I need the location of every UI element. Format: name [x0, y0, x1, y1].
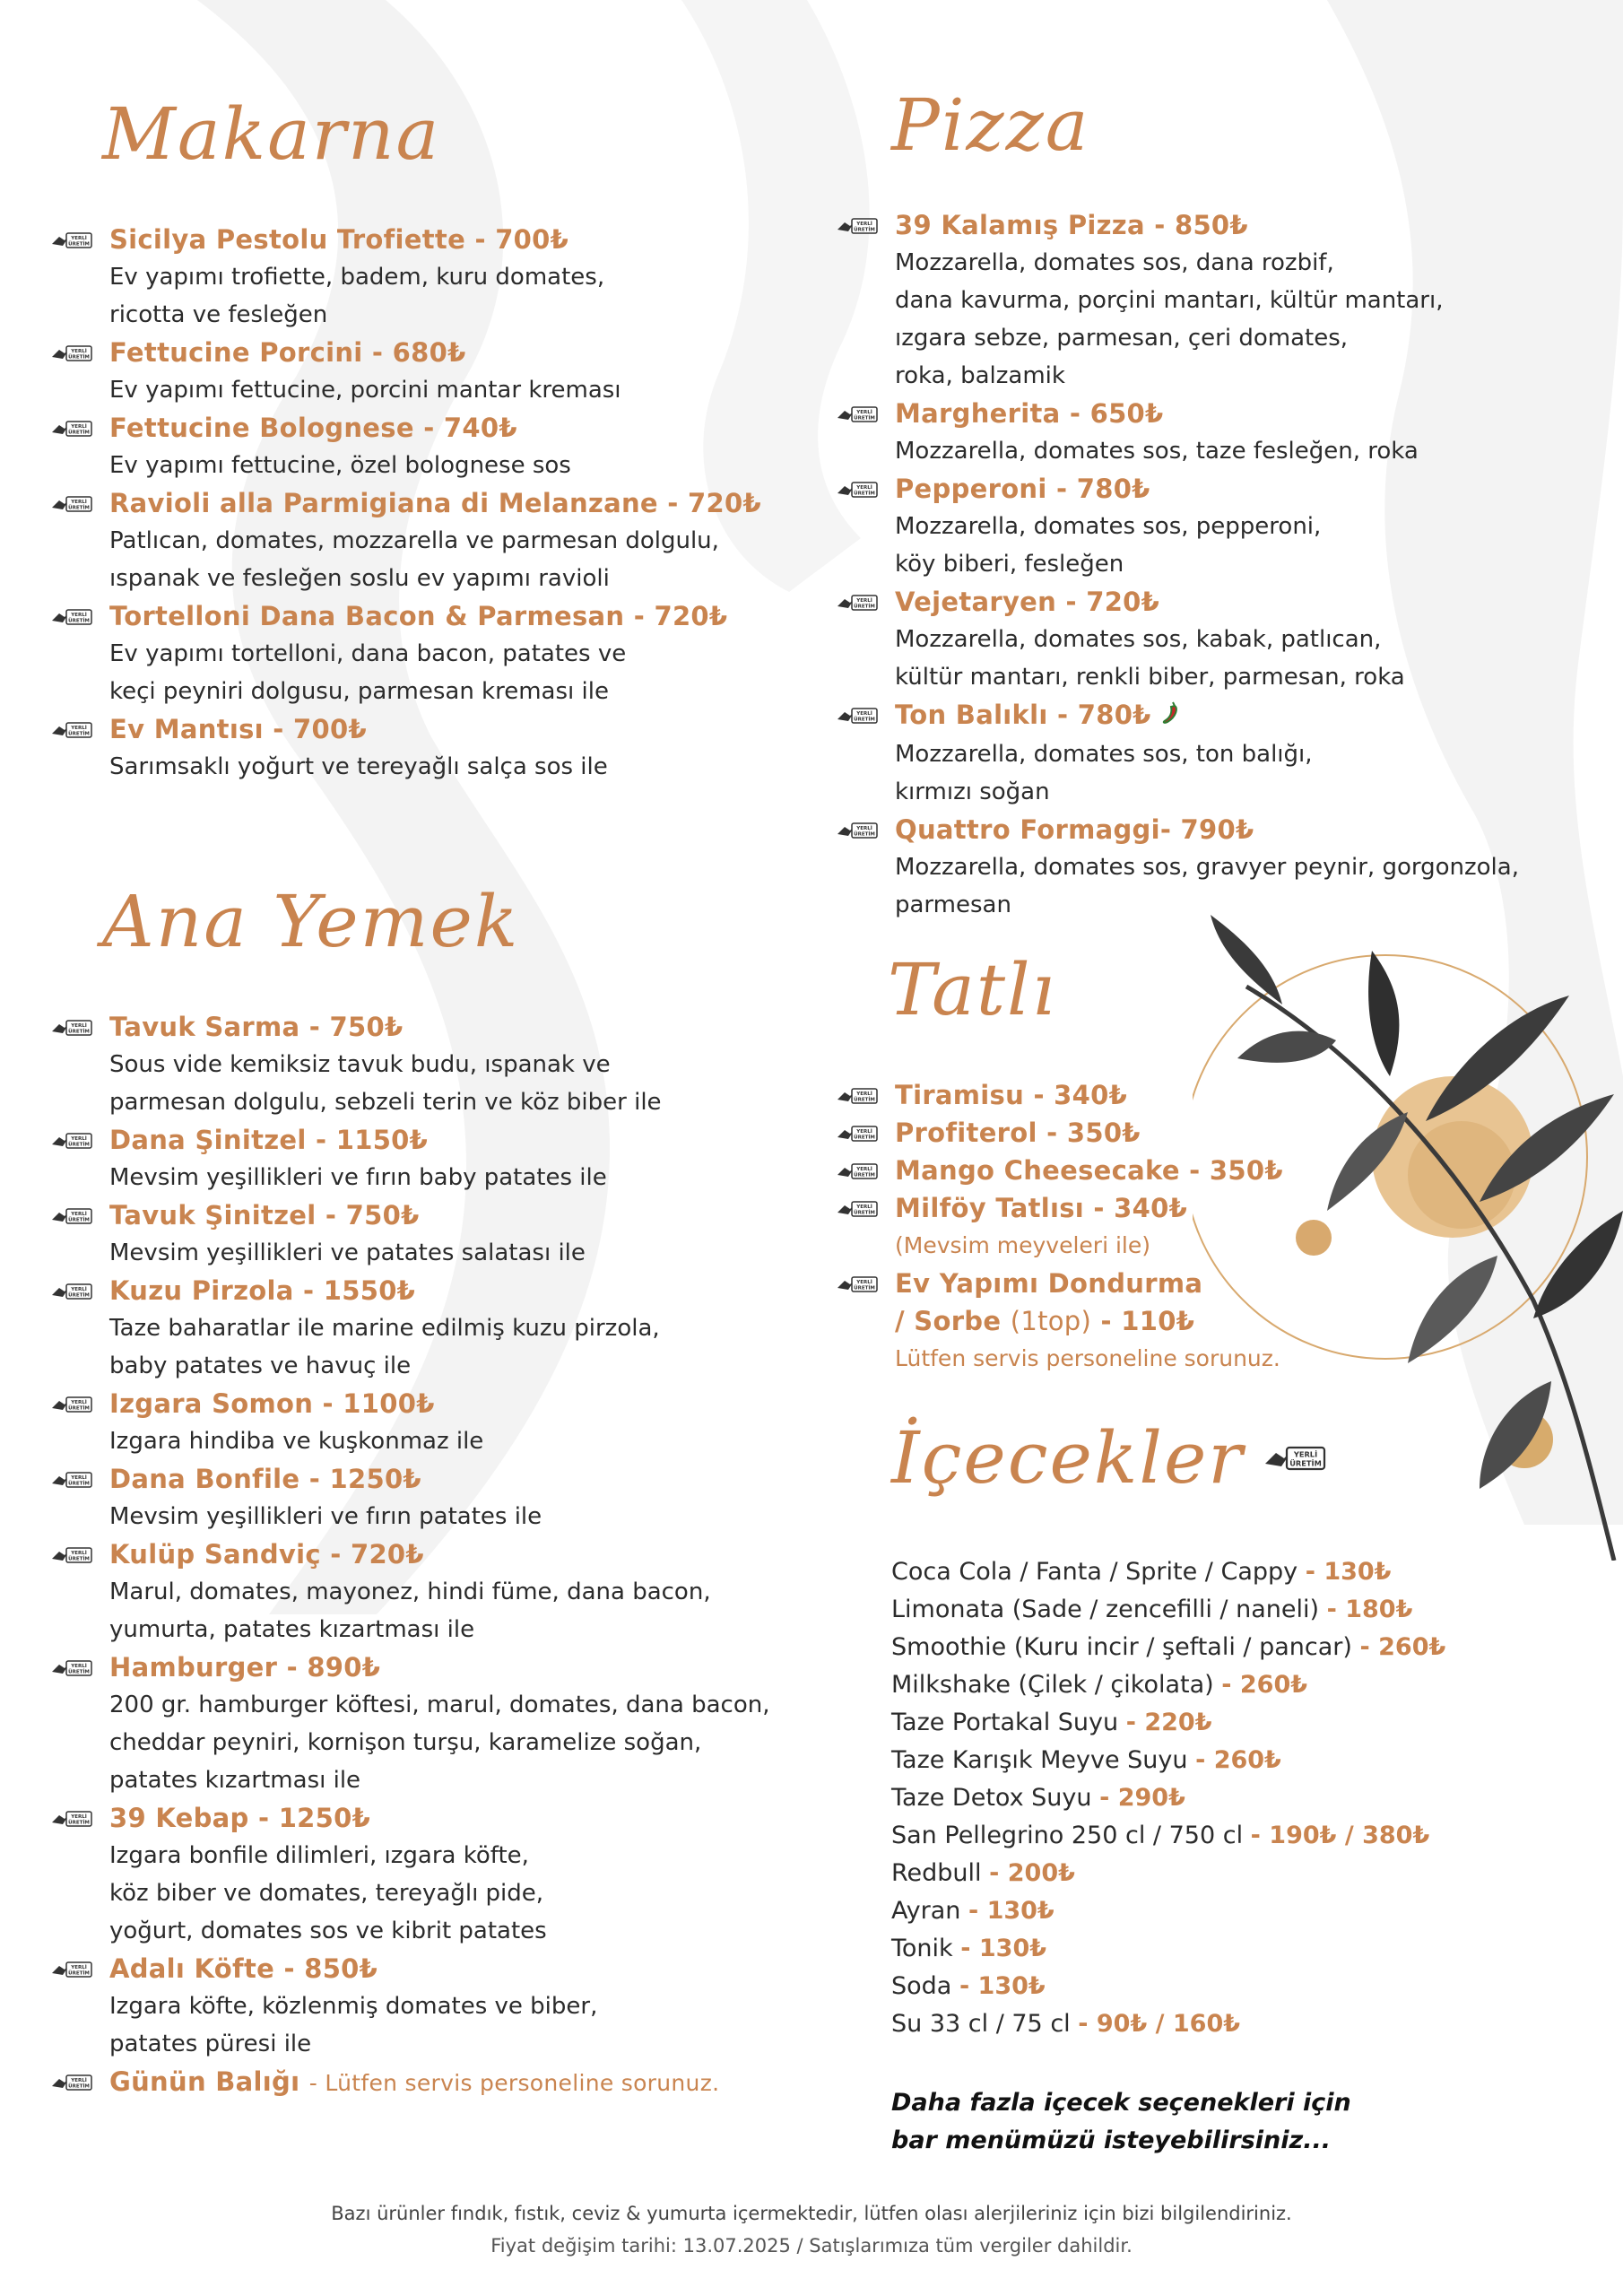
- svg-text:ÜRETİM: ÜRETİM: [854, 1172, 875, 1178]
- yerli-uretim-badge-icon: [50, 2074, 93, 2092]
- item-title: Margherita - 650₺: [895, 398, 1164, 429]
- drink-item: [891, 1666, 1571, 1704]
- svg-text:ÜRETİM: ÜRETİM: [68, 1669, 90, 1675]
- svg-text:ÜRETİM: ÜRETİM: [1289, 1458, 1322, 1468]
- drink-name: Coca Cola / Fanta / Sprite / Cappy: [891, 1558, 1298, 1586]
- menu-item: [50, 1648, 839, 1799]
- item-note: Lütfen servis personeline sorunuz.: [895, 1345, 1280, 1371]
- section-title-pizza: Pizza: [891, 83, 1090, 167]
- menu-item: [836, 206, 1571, 395]
- section-title-icecekler: İçecekler: [891, 1416, 1245, 1500]
- item-description: Izgara hindiba ve kuşkonmaz ile: [109, 1428, 484, 1455]
- item-description: Mozzarella, domates sos, pepperoni, köy biberi, fesleğen: [895, 513, 1322, 578]
- svg-text:ÜRETİM: ÜRETİM: [854, 227, 875, 233]
- makarna-list: [50, 221, 839, 786]
- drink-item: [891, 1779, 1571, 1817]
- yerli-uretim-badge-icon: [50, 495, 93, 513]
- item-title: Pepperoni - 780₺: [895, 474, 1150, 504]
- svg-text:ÜRETİM: ÜRETİM: [854, 717, 875, 723]
- item-description: Ev yapımı fettucine, porcini mantar kreması: [109, 377, 621, 404]
- menu-item-dondurma: [836, 1265, 1571, 1378]
- menu-item: [50, 1950, 839, 2063]
- item-title: Profiterol - 350₺: [895, 1118, 1141, 1148]
- svg-text:YERLİ: YERLİ: [71, 1551, 87, 1556]
- item-description: Ev yapımı trofiette, badem, kuru domates, ricotta ve fesleğen: [109, 264, 605, 328]
- icecekler-list: [836, 1553, 1571, 2043]
- yerli-uretim-badge-icon: [50, 420, 93, 438]
- svg-text:YERLİ: YERLİ: [71, 1814, 87, 1820]
- item-title: Quattro Formaggi- 790₺: [895, 814, 1254, 845]
- item-price: - 110₺: [1100, 1306, 1195, 1336]
- yerli-uretim-badge-icon: [50, 1659, 93, 1677]
- allergen-note: Bazı ürünler fındık, fıstık, ceviz & yumurta içermektedir, lütfen olası alerjileriniz için bizi bilgilendiriniz.: [331, 2203, 1292, 2224]
- tatli-list: [836, 1076, 1571, 1265]
- svg-text:YERLİ: YERLİ: [71, 1136, 87, 1142]
- drink-price: - 90₺ / 160₺: [1078, 2010, 1241, 2038]
- menu-item: [50, 1121, 839, 1196]
- item-description: Mevsim yeşillikleri ve patates salatası ile: [109, 1239, 586, 1266]
- svg-text:ÜRETİM: ÜRETİM: [854, 604, 875, 610]
- svg-text:YERLİ: YERLİ: [71, 236, 87, 241]
- svg-text:ÜRETİM: ÜRETİM: [68, 731, 90, 737]
- item-description: Ev yapımı tortelloni, dana bacon, patates ve keçi peyniri dolgusu, parmesan kreması ile: [109, 640, 627, 705]
- item-description: Ev yapımı fettucine, özel bolognese sos: [109, 452, 571, 479]
- icecekler-header: [836, 1416, 1571, 1500]
- item-note: (Mevsim meyveleri ile): [895, 1232, 1150, 1258]
- svg-text:ÜRETİM: ÜRETİM: [68, 618, 90, 624]
- drink-item: [891, 1742, 1571, 1779]
- drink-price: - 260₺: [1359, 1633, 1446, 1661]
- item-title: 39 Kalamış Pizza - 850₺: [895, 210, 1248, 240]
- item-title: Tavuk Şinitzel - 750₺: [109, 1200, 420, 1231]
- item-title: Kuzu Pirzola - 1550₺: [109, 1275, 416, 1306]
- drink-item: [891, 1930, 1571, 1968]
- item-description: Sarımsaklı yoğurt ve tereyağlı salça sos ile: [109, 753, 608, 780]
- yerli-uretim-badge-icon: [836, 1200, 879, 1218]
- item-title: Tavuk Sarma - 750₺: [109, 1012, 404, 1042]
- drink-item: [891, 1553, 1571, 1591]
- svg-text:ÜRETİM: ÜRETİM: [854, 1210, 875, 1216]
- svg-text:ÜRETİM: ÜRETİM: [854, 415, 875, 422]
- yerli-uretim-badge-icon: [836, 822, 879, 839]
- svg-text:YERLİ: YERLİ: [71, 424, 87, 430]
- svg-text:ÜRETİM: ÜRETİM: [854, 1285, 875, 1292]
- item-title: Tiramisu - 340₺: [895, 1080, 1128, 1110]
- svg-text:YERLİ: YERLİ: [856, 1205, 872, 1210]
- item-description: Taze baharatlar ile marine edilmiş kuzu pirzola, baby patates ve havuç ile: [109, 1315, 660, 1379]
- section-title-makarna: Makarna: [102, 92, 441, 176]
- item-title: Ravioli alla Parmigiana di Melanzane - 720₺: [109, 488, 761, 518]
- svg-text:ÜRETİM: ÜRETİM: [854, 1135, 875, 1141]
- svg-text:YERLİ: YERLİ: [71, 1400, 87, 1405]
- item-title: Tortelloni Dana Bacon & Parmesan - 720₺: [109, 601, 728, 631]
- svg-text:YERLİ: YERLİ: [856, 410, 872, 415]
- yerli-uretim-badge-icon: [50, 344, 93, 362]
- menu-item: [836, 470, 1571, 583]
- svg-text:ÜRETİM: ÜRETİM: [68, 1405, 90, 1412]
- yerli-uretim-badge-icon: [50, 1207, 93, 1225]
- drink-price: - 260₺: [1195, 1746, 1281, 1774]
- menu-item: [50, 1008, 839, 1121]
- yerli-uretim-badge-icon: [50, 1810, 93, 1828]
- item-description: Mozzarella, domates sos, dana rozbif, dana kavurma, porçini mantarı, kültür mantarı, ızgara sebze, parmesan, çeri domates, roka, balzamik: [895, 249, 1444, 389]
- svg-text:ÜRETİM: ÜRETİM: [854, 831, 875, 838]
- drink-item: [891, 1629, 1571, 1666]
- svg-text:YERLİ: YERLİ: [71, 1475, 87, 1481]
- item-title: Hamburger - 890₺: [109, 1652, 381, 1683]
- drink-price: - 180₺: [1326, 1596, 1413, 1623]
- svg-text:YERLİ: YERLİ: [71, 726, 87, 731]
- item-title: Milföy Tatlısı - 340₺: [895, 1193, 1188, 1223]
- svg-text:YERLİ: YERLİ: [71, 613, 87, 618]
- item-description: Marul, domates, mayonez, hindi füme, dana bacon, yumurta, patates kızartması ile: [109, 1578, 711, 1643]
- item-description: Mozzarella, domates sos, gravyer peynir, gorgonzola, parmesan: [895, 854, 1519, 918]
- item-title: Sicilya Pestolu Trofiette - 700₺: [109, 224, 569, 255]
- menu-item: [836, 1189, 1571, 1265]
- menu-item: [836, 1114, 1571, 1152]
- drink-name: Smoothie (Kuru incir / şeftali / pancar): [891, 1633, 1352, 1661]
- yerli-uretim-badge-icon: [836, 1275, 879, 1293]
- svg-text:ÜRETİM: ÜRETİM: [68, 1556, 90, 1562]
- menu-item: [50, 409, 839, 484]
- bar-menu-note: Daha fazla içecek seçenekleri için bar menümüzü isteyebilirsiniz...: [891, 2089, 1351, 2154]
- item-description: Izgara köfte, közlenmiş domates ve biber, patates püresi ile: [109, 1993, 598, 2057]
- drink-name: San Pellegrino 250 cl / 750 cl: [891, 1822, 1244, 1849]
- menu-item: [50, 1196, 839, 1272]
- yerli-uretim-badge-icon: [50, 1283, 93, 1300]
- drink-name: Taze Karışık Meyve Suyu: [891, 1746, 1188, 1774]
- svg-text:ÜRETİM: ÜRETİM: [68, 354, 90, 361]
- item-title: Dana Bonfile - 1250₺: [109, 1464, 421, 1494]
- menu-item: [50, 597, 839, 710]
- yerli-uretim-badge-icon: [836, 1162, 879, 1180]
- item-description: Patlıcan, domates, mozzarella ve parmesan dolgulu, ıspanak ve fesleğen soslu ev yapımı ravioli: [109, 527, 719, 592]
- menu-item: [50, 221, 839, 334]
- yerli-uretim-badge-icon: [50, 1132, 93, 1150]
- drink-price: - 190₺ / 380₺: [1250, 1822, 1430, 1849]
- svg-text:YERLİ: YERLİ: [856, 222, 872, 227]
- svg-text:YERLİ: YERLİ: [71, 1965, 87, 1970]
- menu-item: [836, 811, 1571, 924]
- right-column: [836, 83, 1571, 2160]
- yerli-uretim-badge-icon: [50, 1019, 93, 1037]
- svg-text:ÜRETİM: ÜRETİM: [68, 1970, 90, 1977]
- svg-text:ÜRETİM: ÜRETİM: [68, 1292, 90, 1299]
- item-title: Günün Balığı: [109, 2066, 300, 2097]
- svg-text:YERLİ: YERLİ: [856, 711, 872, 717]
- drink-name: Ayran: [891, 1897, 961, 1925]
- item-description: Mozzarella, domates sos, taze fesleğen, roka: [895, 438, 1419, 465]
- drink-price: - 130₺: [959, 1972, 1046, 2000]
- footer: [0, 2197, 1623, 2262]
- drink-item: [891, 1968, 1571, 2005]
- item-title: Kulüp Sandviç - 720₺: [109, 1539, 424, 1570]
- item-title: Ev Yapımı Dondurma: [895, 1268, 1203, 1299]
- yerli-uretim-badge-icon: [836, 707, 879, 725]
- drink-item: [891, 1704, 1571, 1742]
- chili-pepper-icon: [1160, 698, 1180, 735]
- menu-item: [50, 1535, 839, 1648]
- menu-item: [836, 696, 1571, 811]
- yerli-uretim-badge-icon: [836, 217, 879, 235]
- item-title: Dana Şinitzel - 1150₺: [109, 1125, 429, 1155]
- svg-text:ÜRETİM: ÜRETİM: [68, 1217, 90, 1223]
- drink-name: Redbull: [891, 1859, 982, 1887]
- yerli-uretim-badge-icon: [836, 594, 879, 612]
- svg-text:YERLİ: YERLİ: [71, 1212, 87, 1217]
- drink-price: - 260₺: [1221, 1671, 1308, 1699]
- section-title-tatli: Tatlı: [888, 948, 1057, 1031]
- item-description: Mevsim yeşillikleri ve fırın patates ile: [109, 1503, 542, 1530]
- item-title: Ton Balıklı - 780₺: [895, 696, 1571, 735]
- drink-item: [891, 1855, 1571, 1892]
- menu-item: [50, 1272, 839, 1385]
- yerli-uretim-badge-icon: [50, 608, 93, 626]
- svg-text:ÜRETİM: ÜRETİM: [854, 1097, 875, 1103]
- menu-item: [836, 1076, 1571, 1114]
- item-title-cont: / Sorbe: [895, 1306, 1002, 1336]
- item-title: Mango Cheesecake - 350₺: [895, 1155, 1283, 1186]
- yerli-uretim-badge-icon: [50, 1961, 93, 1979]
- item-title: Vejetaryen - 720₺: [895, 587, 1160, 617]
- drink-price: - 220₺: [1125, 1709, 1212, 1736]
- svg-text:YERLİ: YERLİ: [71, 2078, 87, 2083]
- drink-price: - 200₺: [989, 1859, 1075, 1887]
- ana-yemek-list: [50, 1008, 839, 2063]
- menu-item: [50, 334, 839, 409]
- menu-item: [50, 1799, 839, 1950]
- drink-name: Soda: [891, 1972, 952, 2000]
- svg-text:YERLİ: YERLİ: [856, 1167, 872, 1172]
- yerli-uretim-badge-icon: [1263, 1445, 1327, 1472]
- yerli-uretim-badge-icon: [836, 1125, 879, 1143]
- price-change-note: Fiyat değişim tarihi: 13.07.2025 / Satışlarımıza tüm vergiler dahildir.: [490, 2235, 1133, 2257]
- svg-text:YERLİ: YERLİ: [856, 485, 872, 491]
- drink-name: Taze Portakal Suyu: [891, 1709, 1119, 1736]
- drink-price: - 130₺: [1305, 1558, 1392, 1586]
- menu-item-gunun-baligi: [50, 2063, 839, 2102]
- drink-price: - 130₺: [968, 1897, 1055, 1925]
- svg-text:YERLİ: YERLİ: [71, 1287, 87, 1292]
- svg-text:ÜRETİM: ÜRETİM: [68, 505, 90, 511]
- svg-text:ÜRETİM: ÜRETİM: [68, 1481, 90, 1487]
- pizza-list: [836, 206, 1571, 924]
- drink-price: - 290₺: [1099, 1784, 1185, 1812]
- menu-item: [50, 1460, 839, 1535]
- svg-text:YERLİ: YERLİ: [71, 1023, 87, 1029]
- section-title-ana-yemek: Ana Yemek: [102, 880, 520, 963]
- menu-item: [836, 583, 1571, 696]
- svg-text:YERLİ: YERLİ: [856, 1091, 872, 1097]
- drink-name: Taze Detox Suyu: [891, 1784, 1092, 1812]
- svg-text:YERLİ: YERLİ: [1293, 1449, 1317, 1459]
- drink-name: Milkshake (Çilek / çikolata): [891, 1671, 1214, 1699]
- item-title: Izgara Somon - 1100₺: [109, 1388, 435, 1419]
- menu-item: [836, 395, 1571, 470]
- svg-text:YERLİ: YERLİ: [856, 826, 872, 831]
- svg-text:ÜRETİM: ÜRETİM: [68, 1029, 90, 1035]
- svg-text:YERLİ: YERLİ: [856, 1280, 872, 1285]
- svg-text:YERLİ: YERLİ: [71, 349, 87, 354]
- item-note: - Lütfen servis personeline sorunuz.: [308, 2070, 720, 2096]
- item-description: Mevsim yeşillikleri ve fırın baby patates ile: [109, 1164, 607, 1191]
- menu-item: [50, 484, 839, 597]
- svg-text:YERLİ: YERLİ: [856, 598, 872, 604]
- drink-name: Tonik: [891, 1935, 953, 1962]
- drink-item: [891, 2005, 1571, 2043]
- yerli-uretim-badge-icon: [50, 721, 93, 739]
- yerli-uretim-badge-icon: [50, 1396, 93, 1413]
- yerli-uretim-badge-icon: [836, 405, 879, 423]
- item-description: Sous vide kemiksiz tavuk budu, ıspanak ve parmesan dolgulu, sebzeli terin ve köz biber ile: [109, 1051, 662, 1116]
- drink-item: [891, 1591, 1571, 1629]
- svg-text:ÜRETİM: ÜRETİM: [854, 491, 875, 497]
- left-column: [50, 92, 839, 2102]
- menu-item: [836, 1152, 1571, 1189]
- svg-text:ÜRETİM: ÜRETİM: [68, 1142, 90, 1148]
- drink-price: - 130₺: [960, 1935, 1047, 1962]
- yerli-uretim-badge-icon: [50, 1546, 93, 1564]
- yerli-uretim-badge-icon: [836, 1087, 879, 1105]
- svg-text:YERLİ: YERLİ: [856, 1129, 872, 1135]
- item-title: 39 Kebap - 1250₺: [109, 1803, 371, 1833]
- drink-name: Limonata (Sade / zencefilli / naneli): [891, 1596, 1320, 1623]
- svg-text:ÜRETİM: ÜRETİM: [68, 430, 90, 436]
- svg-text:ÜRETİM: ÜRETİM: [68, 241, 90, 248]
- item-description: Mozzarella, domates sos, ton balığı, kırmızı soğan: [895, 741, 1313, 805]
- item-description: Mozzarella, domates sos, kabak, patlıcan, kültür mantarı, renkli biber, parmesan, roka: [895, 626, 1405, 691]
- svg-text:YERLİ: YERLİ: [71, 1664, 87, 1669]
- item-title: Ev Mantısı - 700₺: [109, 714, 367, 744]
- svg-text:ÜRETİM: ÜRETİM: [68, 1820, 90, 1826]
- yerli-uretim-badge-icon: [50, 1471, 93, 1489]
- svg-text:ÜRETİM: ÜRETİM: [68, 2083, 90, 2090]
- item-title: Adalı Köfte - 850₺: [109, 1953, 378, 1984]
- drink-item: [891, 1817, 1571, 1855]
- item-title: Fettucine Bolognese - 740₺: [109, 413, 517, 443]
- item-description: 200 gr. hamburger köftesi, marul, domates, dana bacon, cheddar peyniri, kornişon turşu, karamelize soğan, patates kızartması ile: [109, 1692, 770, 1794]
- item-unit: (1top): [1010, 1306, 1092, 1336]
- drink-name: Su 33 cl / 75 cl: [891, 2010, 1071, 2038]
- svg-text:YERLİ: YERLİ: [71, 500, 87, 505]
- menu-item: [50, 1385, 839, 1460]
- menu-item: [50, 710, 839, 786]
- item-title: Fettucine Porcini - 680₺: [109, 337, 466, 368]
- yerli-uretim-badge-icon: [50, 231, 93, 249]
- drink-item: [891, 1892, 1571, 1930]
- item-description: Izgara bonfile dilimleri, ızgara köfte, köz biber ve domates, tereyağlı pide, yoğurt, domates sos ve kibrit patates: [109, 1842, 547, 1944]
- yerli-uretim-badge-icon: [836, 481, 879, 499]
